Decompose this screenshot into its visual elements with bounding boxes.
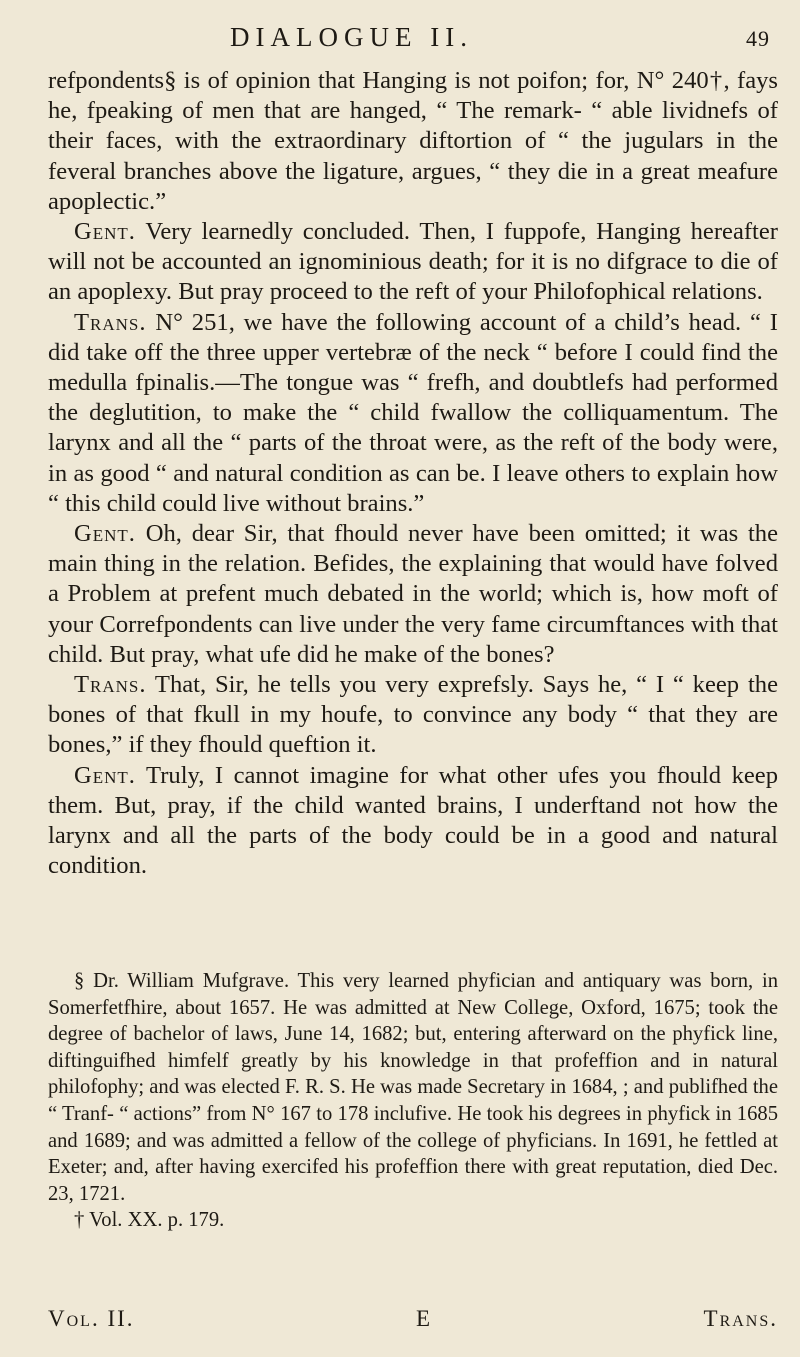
paragraph-text: That, Sir, he tells you very exprefsly. Says he, “ I “ keep the bones of that fkull in my houfe, to convince any body “ that they are bones,” if they fhould queftion it.: [48, 671, 778, 759]
dialogue-paragraph: [48, 519, 778, 670]
page-number: 49: [746, 26, 770, 51]
volume-label: Vol. II.: [48, 1306, 135, 1331]
paragraph-text: Oh, dear Sir, that fhould never have been omitted; it was the main thing in the relation. Befides, the explaining that would have folved a Problem at prefent much debated in the world; which is, how moft of your Correfpondents can live under the very fame circumftances with that child. But pray, what ufe did he make of the bones?: [48, 520, 778, 668]
footnote: § Dr. William Mufgrave. This very learned phyfician and antiquary was born, in Somerfetfhire, about 1657. He was admitted at New College, Oxford, 1675; took the degree of bachelor of laws, June 14, 1682; but, entering afterward on the phyfick line, diftinguifhed himfelf greatly by his knowledge in that profeffion and in natural philofophy; and was elected F. R. S. He was made Secretary in 1684, ; and publifhed the “ Tranf- “ actions” from N° 167 to 178 inclufive. He took his degrees in phyfick in 1685 and 1689; and was admitted a fellow of the college of phyficians. In 1691, he fettled at Exeter; and, after having exercifed his profeffion there with great reputation, died Dec. 23, 1721.: [48, 970, 778, 1205]
paragraph-text: N° 251, we have the following account of a child’s head. “ I did take off the three upper vertebræ of the neck “ before I could find the medulla fpinalis.—The tongue was “ frefh, and doubtlefs had performed the deglutition, to make the “ child fwallow the colliquamentum. The larynx and all the “ parts of the throat were, as the reft of the body were, in as good “ and natural condition as can be. I leave others to explain how “ this child could live without brains.”: [48, 308, 778, 517]
signature-mark: E: [416, 1306, 431, 1331]
dialogue-paragraph: [48, 66, 778, 217]
running-head: [230, 22, 770, 62]
paragraph-text: Very learnedly concluded. Then, I fuppofe, Hanging hereafter will not be accounted an ignominious death; for it is no difgrace to die of an apoplexy. But pray proceed to the reft of your Philofophical relations.: [48, 218, 778, 306]
paragraph-text: refpondents§ is of opinion that Hanging is not poifon; for, N° 240†, fays he, fpeaking of men that are hanged, “ The remark- “ able lividnefs of their faces, with the extraordinary diftortion of “ the jugulars in the feveral branches above the ligature, argues, “ they die in a great meafure apoplectic.”: [48, 67, 778, 215]
dialogue-paragraph: [48, 217, 778, 308]
dialogue-body: [48, 66, 778, 881]
speaker-label: Gent.: [74, 761, 136, 789]
paragraph-text: Truly, I cannot imagine for what other ufes you fhould keep them. But, pray, if the child wanted brains, I underftand not how the larynx and all the parts of the body could be in a good and natural condition.: [48, 761, 778, 880]
footnotes: [48, 968, 778, 1234]
running-head-title: DIALOGUE II.: [230, 22, 473, 52]
speaker-label: Gent.: [74, 218, 136, 246]
dialogue-paragraph: [48, 670, 778, 761]
dialogue-paragraph: [48, 308, 778, 519]
catchword: Trans.: [703, 1306, 778, 1331]
signature-line: [48, 1306, 778, 1336]
speaker-label: Trans.: [74, 671, 147, 699]
speaker-label: Trans.: [74, 308, 147, 336]
speaker-label: Gent.: [74, 520, 136, 548]
footnote: † Vol. XX. p. 179.: [74, 1209, 225, 1232]
dialogue-paragraph: [48, 761, 778, 882]
